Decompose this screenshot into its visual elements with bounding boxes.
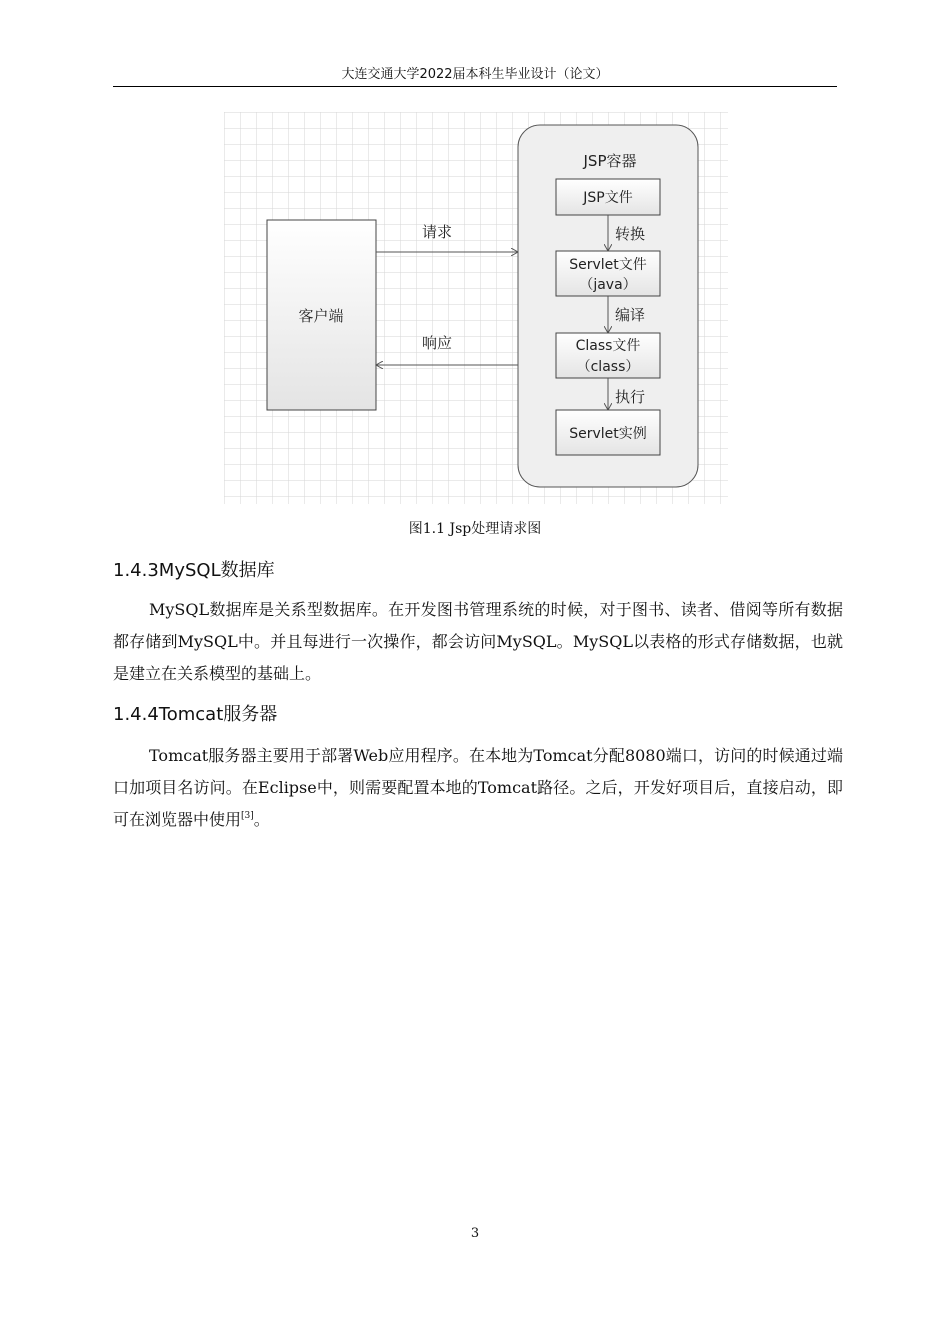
section-heading-mysql: 1.4.3MySQL数据库 bbox=[113, 560, 275, 581]
jsp-request-figure bbox=[224, 112, 728, 504]
class-file-label: Class文件 bbox=[575, 338, 641, 354]
jsp-request-diagram bbox=[224, 112, 728, 504]
class-file-sublabel: （class） bbox=[576, 359, 640, 375]
container-title: JSP容器 bbox=[583, 152, 637, 170]
execute-label: 执行 bbox=[615, 388, 646, 406]
compile-label: 编译 bbox=[615, 306, 646, 324]
convert-label: 转换 bbox=[615, 225, 646, 243]
section-heading-tomcat: 1.4.4Tomcat服务器 bbox=[113, 704, 278, 725]
citation-link[interactable]: [3] bbox=[241, 811, 254, 821]
page-header bbox=[113, 64, 837, 87]
figure-caption: 图1.1 Jsp处理请求图 bbox=[408, 521, 542, 537]
paragraph-tomcat-text: Tomcat服务器主要用于部署Web应用程序。在本地为Tomcat分配8080端口，访问的时候通过端口加项目名访问。在Eclipse中，则需要配置本地的Tomcat路径。之后，开发好项目后，直接启动，即可在浏览器中使用 bbox=[113, 746, 843, 829]
client-label: 客户端 bbox=[298, 307, 344, 325]
paragraph-tomcat bbox=[113, 740, 843, 836]
page-number: 3 bbox=[470, 1226, 480, 1241]
response-label: 响应 bbox=[421, 334, 453, 352]
servlet-instance-label: Servlet实例 bbox=[569, 426, 647, 442]
header-text: 大连交通大学2022届本科生毕业设计（论文） bbox=[341, 67, 609, 82]
paragraph-mysql: MySQL数据库是关系型数据库。在开发图书管理系统的时候，对于图书、读者、借阅等所有数据都存储到MySQL中。并且每进行一次操作，都会访问MySQL。MySQL以表格的形式存储数据，也就是建立在关系模型的基础上。 bbox=[113, 600, 843, 683]
paragraph-tomcat-ending: 。 bbox=[253, 810, 270, 829]
jsp-file-label: JSP文件 bbox=[583, 190, 633, 206]
request-label: 请求 bbox=[421, 223, 453, 241]
servlet-file-sublabel: （java） bbox=[579, 277, 637, 293]
servlet-file-label: Servlet文件 bbox=[569, 257, 647, 273]
